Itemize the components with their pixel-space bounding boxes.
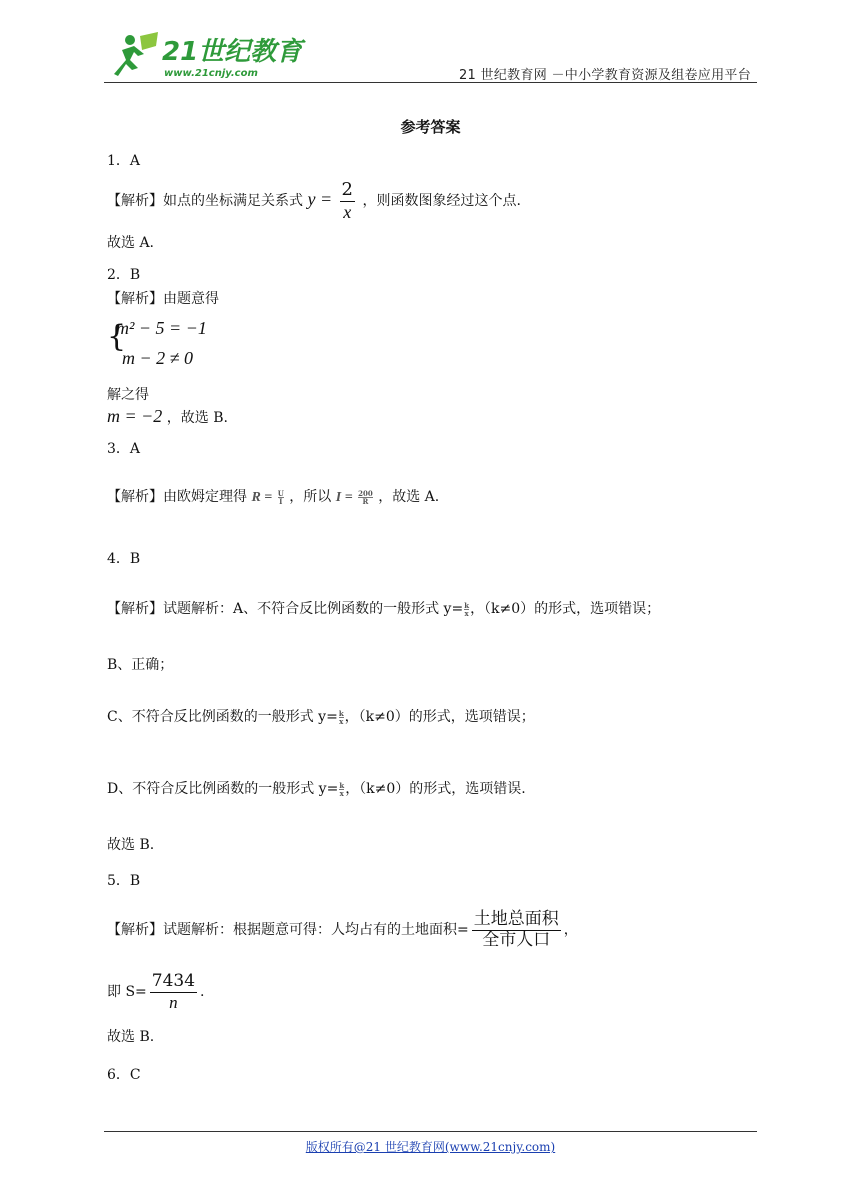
q4-line-d-num: k: [339, 780, 345, 790]
q3-f2-fraction: [358, 490, 373, 505]
q5-f1-fraction: [472, 910, 561, 950]
q4-line-a-fraction: [464, 602, 469, 617]
q4-line-a-den: x: [464, 608, 469, 618]
q1-explain-pre: 【解析】如点的坐标满足关系式: [107, 193, 303, 210]
q4-answer: 4．B: [107, 551, 141, 567]
q4-line-a-pre: 【解析】试题解析：A、不符合反比例函数的一般形式 y=: [107, 601, 464, 617]
q4-line-c-post: ，（k≠0）的形式，选项错误；: [344, 709, 535, 725]
q2-explanation: 【解析】由题意得: [107, 291, 219, 307]
q2-solve: 解之得: [107, 387, 149, 403]
q4-conclusion: 故选 B.: [107, 837, 155, 853]
q4-line-a-post: ，（k≠0）的形式，选项错误；: [470, 601, 661, 617]
q4-line-d-post: ，（k≠0）的形式，选项错误.: [345, 781, 526, 797]
q5-f2-den: n: [169, 992, 178, 1012]
q1-formula-den: x: [343, 201, 352, 222]
q2-equation-2: m − 2 ≠ 0: [122, 348, 194, 368]
q5-explain-post: ，: [563, 922, 578, 939]
q5-line2-pre: 即 S=: [107, 984, 147, 1001]
q5-explanation: [107, 910, 578, 950]
q3-f1-den: I: [279, 496, 283, 506]
q2-equation-1: m² − 5 = −1: [116, 318, 207, 338]
header-divider: [104, 82, 757, 83]
q6-answer: 6．C: [107, 1067, 141, 1083]
q4-line-c-num: k: [338, 708, 344, 718]
q5-f2-fraction: [150, 972, 197, 1012]
logo-url: www.21cnjy.com: [164, 68, 258, 79]
q4-line-d-fraction: [339, 782, 344, 797]
q1-formula-fraction: [340, 180, 355, 222]
footer-divider: [104, 1131, 757, 1132]
q3-f2-den: R: [362, 496, 369, 506]
logo-wordmark: 21世纪教育: [162, 37, 303, 67]
q5-line2-post: .: [200, 984, 205, 1001]
q1-answer: 1．A: [107, 153, 141, 169]
q3-f1-num: U: [277, 488, 284, 498]
q3-f2-num: 200: [358, 488, 373, 498]
q3-explanation: [107, 486, 439, 506]
system-brace: {: [107, 319, 127, 354]
q3-f1-fraction: [278, 490, 284, 505]
q4-line-d: [107, 778, 526, 798]
site-tagline: 21 世纪教育网 －中小学教育资源及组卷应用平台: [458, 68, 751, 83]
q1-explanation: [107, 180, 521, 222]
q5-explain-pre: 【解析】试题解析：根据题意可得：人均占有的土地面积=: [107, 922, 469, 939]
q1-formula-lhs: y =: [307, 189, 333, 210]
q1-conclusion: 故选 A.: [107, 235, 155, 251]
q4-line-b: B、正确；: [107, 657, 174, 673]
q5-f1-den: 全市人口: [482, 929, 551, 950]
q4-line-c-pre: C、不符合反比例函数的一般形式 y=: [107, 709, 338, 725]
q2-result: m = −2: [107, 406, 163, 426]
q1-formula-num: 2: [341, 179, 353, 200]
q3-answer: 3．A: [107, 441, 141, 457]
q5-answer: 5．B: [107, 873, 141, 889]
site-logo: [104, 30, 303, 82]
q5-line-2: [107, 972, 205, 1012]
q4-line-a-num: k: [464, 600, 470, 610]
q4-line-c-den: x: [339, 716, 344, 726]
q2-result-post: ，故选 B.: [166, 410, 228, 426]
q5-f1-num: 土地总面积: [473, 909, 559, 929]
q2-result-line: [107, 406, 228, 427]
q1-explain-post: ，则函数图象经过这个点.: [362, 193, 521, 210]
footer-copyright-link[interactable]: 版权所有@21 世纪教育网(www.21cnjy.com): [305, 1140, 556, 1154]
q4-line-c-fraction: [339, 710, 344, 725]
page-title: 参考答案: [400, 118, 461, 136]
q5-conclusion: 故选 B.: [107, 1029, 155, 1045]
q2-answer: 2．B: [107, 267, 141, 283]
q4-line-d-den: x: [339, 788, 344, 798]
q3-mid: ，所以: [289, 489, 332, 505]
q4-line-a: [107, 598, 660, 618]
q5-f2-num: 7434: [151, 971, 196, 991]
q4-line-c: [107, 706, 535, 726]
q3-f2-lhs: I =: [335, 490, 353, 505]
q4-line-d-pre: D、不符合反比例函数的一般形式 y=: [107, 781, 339, 797]
runner-icon: [114, 32, 158, 76]
q3-f1-lhs: R =: [251, 490, 273, 505]
q3-explain-post: ，故选 A.: [378, 489, 440, 505]
q3-explain-pre: 【解析】由欧姆定理得: [107, 489, 247, 505]
